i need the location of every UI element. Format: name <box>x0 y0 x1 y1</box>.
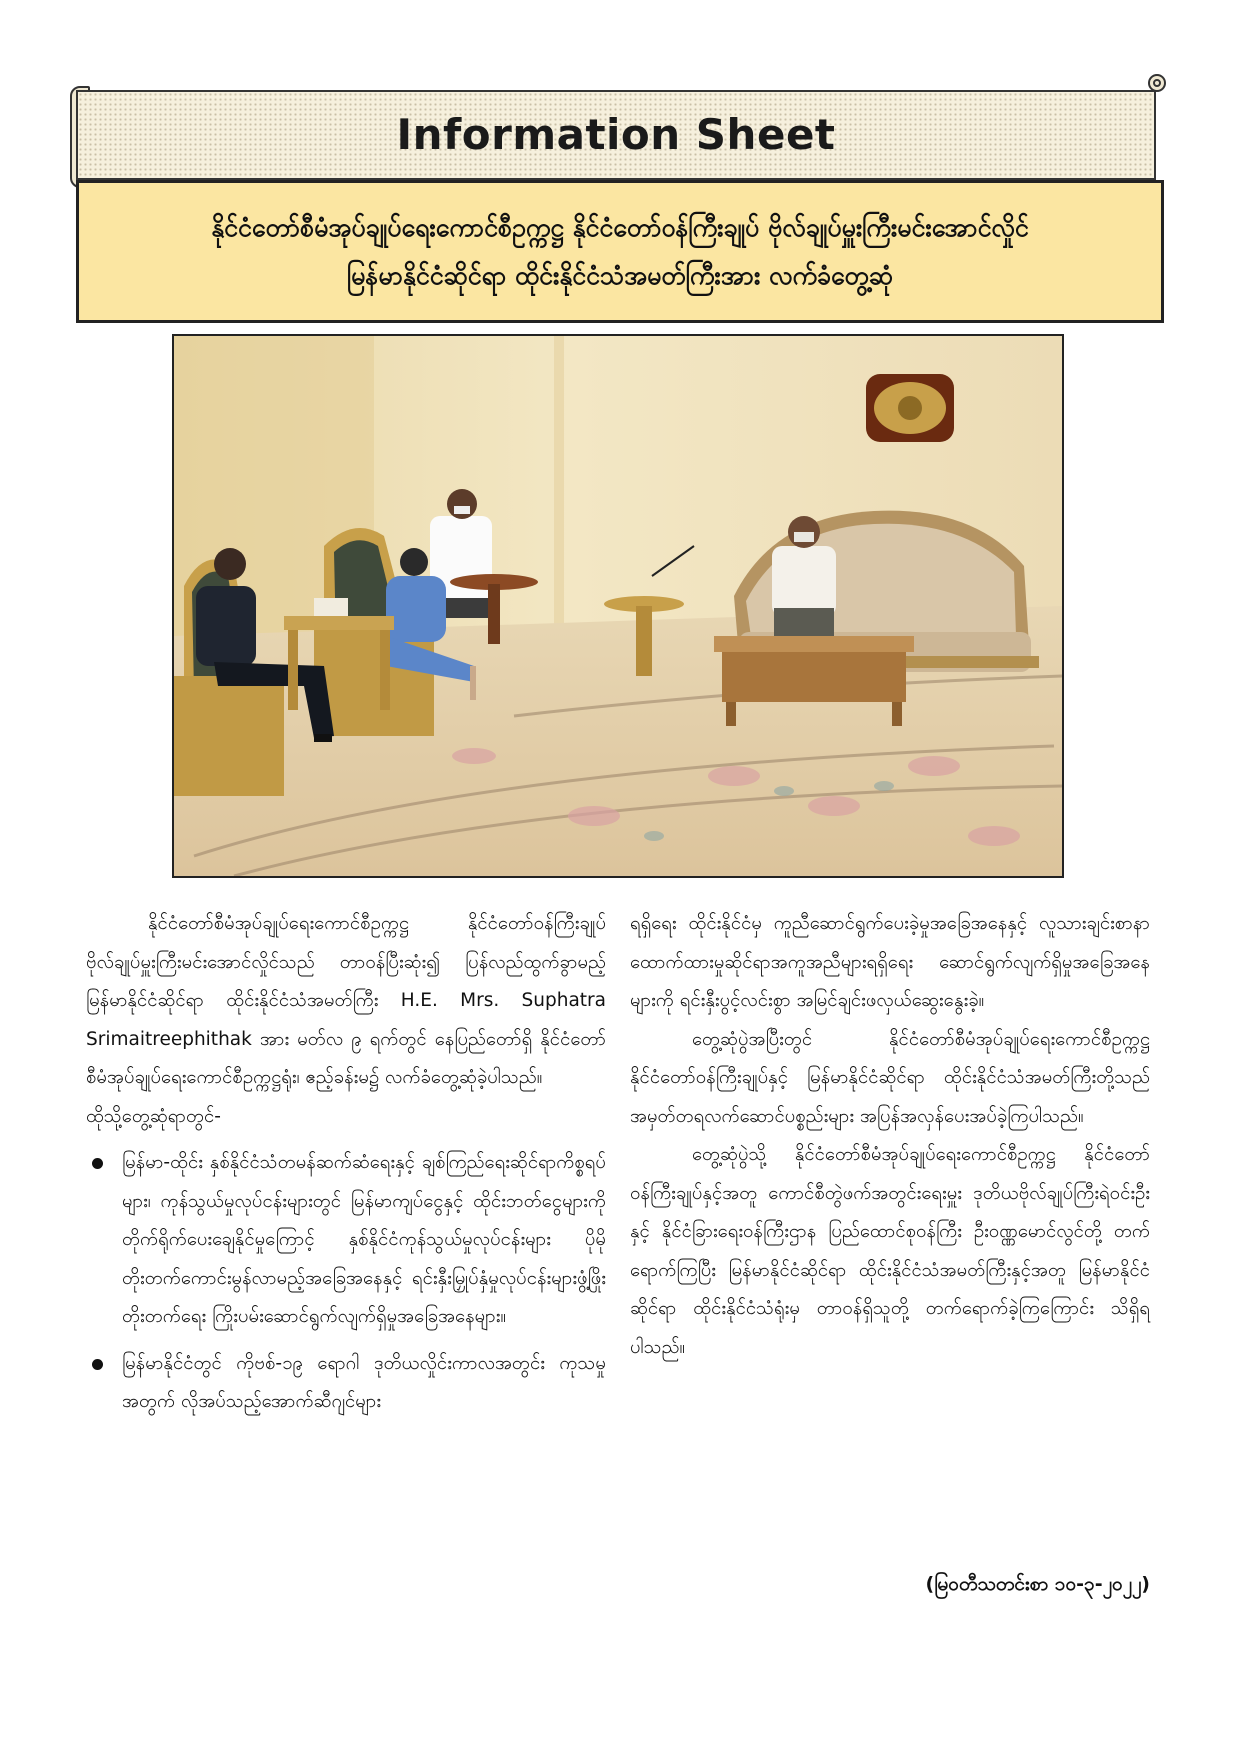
bullet-item-1 <box>86 1144 606 1337</box>
headline-line-1: နိုင်ငံတော်စီမံအုပ်ချုပ်ရေးကောင်စီဥက္ကဋ္ဌ နိုင်ငံတော်ဝန်ကြီးချုပ် ဗိုလ်ချုပ်မှူးကြီးမင်းအောင်လှိုင် <box>211 212 1029 242</box>
headline-line-2: မြန်မာနိုင်ငံဆိုင်ရာ ထိုင်းနိုင်ငံသံအမတ်ကြီးအား လက်ခံတွေ့ဆုံ <box>346 260 894 290</box>
bullet-text-2: မြန်မာနိုင်ငံတွင် ကိုဗစ်-၁၉ ရောဂါ ဒုတိယလှိုင်းကာလအတွင်း ကုသမှုအတွက် လိုအပ်သည့်အောက်ဆီဂျင်များ <box>122 1352 606 1412</box>
bullet-item-2 <box>86 1345 606 1422</box>
page-title: Information Sheet <box>396 110 836 159</box>
headline-box <box>76 180 1164 323</box>
meeting-photo <box>172 334 1064 878</box>
body-column-right <box>630 905 1150 1367</box>
title-banner <box>76 90 1156 180</box>
meeting-photo-illustration <box>174 336 1062 876</box>
bullet-icon <box>92 1359 103 1370</box>
bullet-icon <box>92 1158 103 1169</box>
continuation-paragraph: ရရှိရေး ထိုင်းနိုင်ငံမှ ကူညီဆောင်ရွက်ပေးခဲ့မှုအခြေအနေနှင့် လူသားချင်းစာနာထောက်ထားမှုဆိုင်ရာအကူအညီများရရှိရေး ဆောင်ရွက်လျက်ရှိမှုအခြေအနေများကို ရင်းနှီးပွင့်လင်းစွာ အမြင်ချင်းဖလှယ်ဆွေးနွေးခဲ့။ <box>630 913 1150 1011</box>
scroll-curl-right-inner <box>1153 79 1161 87</box>
source-citation: (မြဝတီသတင်းစာ ၁၀-၃-၂၀၂၂) <box>925 1573 1150 1595</box>
intro-paragraph: နိုင်ငံတော်စီမံအုပ်ချုပ်ရေးကောင်စီဥက္ကဋ္ဌ နိုင်ငံတော်ဝန်ကြီးချုပ် ဗိုလ်ချုပ်မှူးကြီးမင်းအောင်လှိုင်သည် တာဝန်ပြီးဆုံး၍ ပြန်လည်ထွက်ခွာမည့် မြန်မာနိုင်ငံဆိုင်ရာ ထိုင်းနိုင်ငံသံအမတ်ကြီး H.E. Mrs. Suphatra Srimaitreephithak အား မတ်လ ၉ ရက်တွင် နေပြည်တော်ရှိ နိုင်ငံတော်စီမံအုပ်ချုပ်ရေးကောင်စီဥက္ကဋ္ဌရုံး၊ ဧည့်ခန်းမ၌ လက်ခံတွေ့ဆုံခဲ့ပါသည်။ <box>86 913 606 1088</box>
body-column-left <box>86 905 606 1422</box>
bullet-text-1: မြန်မာ-ထိုင်း နှစ်နိုင်ငံသံတမန်ဆက်ဆံရေးနှင့် ချစ်ကြည်ရေးဆိုင်ရာကိစ္စရပ်များ၊ ကုန်သွယ်မှုလုပ်ငန်းများတွင် မြန်မာကျပ်ငွေနှင့် ထိုင်းဘတ်ငွေများကို တိုက်ရိုက်ပေးချေနိုင်မှုကြောင့် နှစ်နိုင်ငံကုန်သွယ်မှုလုပ်ငန်းများ ပိုမိုတိုးတက်ကောင်းမွန်လာမည့်အခြေအနေနှင့် ရင်းနှီးမြှုပ်နှံမှုလုပ်ငန်းများဖွံ့ဖြိုးတိုးတက်ရေး ကြိုးပမ်းဆောင်ရွက်လျက်ရှိမှုအခြေအနေများ။ <box>122 1152 606 1327</box>
lead-in: ထိုသို့တွေ့ဆုံရာတွင်- <box>86 1105 221 1127</box>
paragraph-gifts: တွေ့ဆုံပွဲအပြီးတွင် နိုင်ငံတော်စီမံအုပ်ချုပ်ရေးကောင်စီဥက္ကဋ္ဌ နိုင်ငံတော်ဝန်ကြီးချုပ်နှင့် မြန်မာနိုင်ငံဆိုင်ရာ ထိုင်းနိုင်ငံသံအမတ်ကြီးတို့သည် အမှတ်တရလက်ဆောင်ပစ္စည်းများ အပြန်အလှန်ပေးအပ်ခဲ့ကြပါသည်။ <box>630 1028 1150 1127</box>
paragraph-attendees: တွေ့ဆုံပွဲသို့ နိုင်ငံတော်စီမံအုပ်ချုပ်ရေးကောင်စီဥက္ကဋ္ဌ နိုင်ငံတော်ဝန်ကြီးချုပ်နှင့်အတူ ကောင်စီတွဲဖက်အတွင်းရေးမှူး ဒုတိယဗိုလ်ချုပ်ကြီးရဲဝင်းဦးနှင့် နိုင်ငံခြားရေးဝန်ကြီးဌာန ပြည်ထောင်စုဝန်ကြီး ဦးဝဏ္ဏမောင်လွင်တို့ တက်ရောက်ကြပြီး မြန်မာနိုင်ငံဆိုင်ရာ ထိုင်းနိုင်ငံသံအမတ်ကြီးနှင့်အတူ မြန်မာနိုင်ငံဆိုင်ရာ ထိုင်းနိုင်ငံသံရုံးမှ တာဝန်ရှိသူတို့ တက်ရောက်ခဲ့ကြကြောင်း သိရှိရပါသည်။ <box>630 1144 1150 1358</box>
